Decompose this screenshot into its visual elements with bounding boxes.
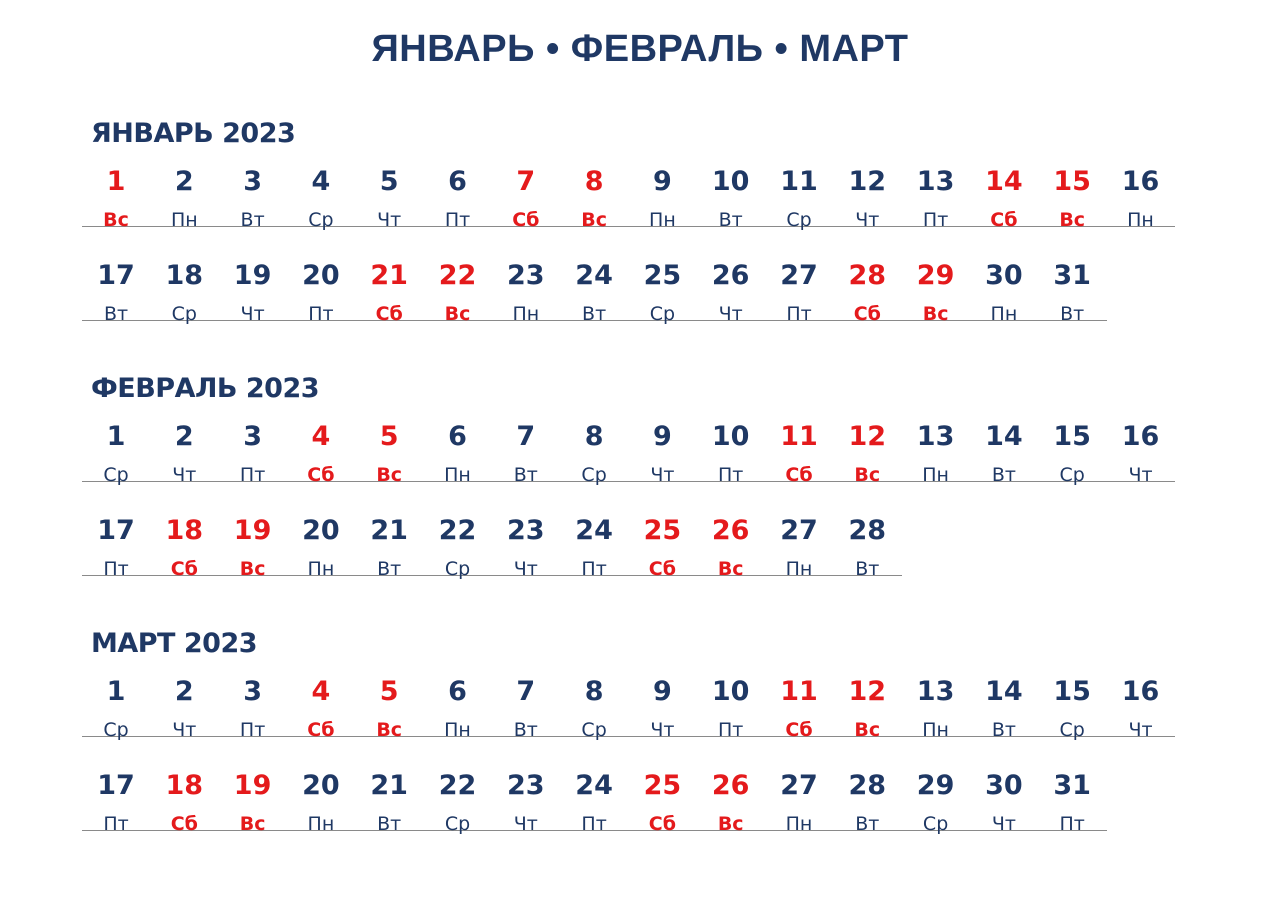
weekday-label: Чт — [1128, 719, 1153, 741]
day-cell — [287, 420, 355, 510]
weekday-label: Вт — [513, 719, 538, 741]
weekday-label: Вс — [717, 813, 744, 835]
weekday-label: Пн — [307, 558, 335, 580]
weekday-label: Ср — [308, 209, 334, 231]
day-number: 18 — [165, 260, 204, 291]
day-number: 9 — [652, 166, 672, 197]
weekday-label: Ср — [444, 813, 471, 835]
day-number: 5 — [379, 676, 399, 707]
day-cell — [492, 675, 560, 765]
day-cell — [150, 165, 218, 255]
weekday-label: Чт — [1128, 464, 1153, 486]
weekday-label: Ср — [1059, 719, 1085, 741]
weekday-label: Вс — [376, 464, 403, 486]
days-row — [82, 514, 902, 604]
day-cell — [765, 420, 833, 510]
day-cell — [219, 165, 287, 255]
weekday-label: Вс — [376, 719, 403, 741]
day-cell — [560, 165, 628, 255]
day-cell — [970, 675, 1038, 765]
day-cell — [1038, 259, 1106, 349]
weekday-label: Вт — [240, 209, 265, 231]
day-cell — [82, 514, 150, 604]
day-cell — [628, 165, 696, 255]
weekday-label: Пн — [444, 464, 471, 486]
day-cell — [492, 165, 560, 255]
weekday-label: Вт — [855, 813, 880, 835]
day-number: 12 — [848, 676, 887, 707]
day-number: 22 — [438, 260, 477, 291]
day-cell — [355, 675, 423, 765]
day-cell — [287, 165, 355, 255]
day-cell — [1107, 675, 1175, 765]
day-cell — [902, 165, 970, 255]
day-number: 13 — [916, 676, 955, 707]
day-number: 9 — [652, 421, 672, 452]
weekday-label: Чт — [377, 209, 402, 231]
weekday-label: Чт — [513, 558, 538, 580]
day-cell — [1038, 769, 1106, 859]
day-cell — [970, 259, 1038, 349]
day-number: 22 — [438, 515, 477, 546]
day-number: 10 — [711, 676, 750, 707]
day-cell — [560, 514, 628, 604]
day-cell — [697, 675, 765, 765]
day-cell — [970, 165, 1038, 255]
weekday-label: Вт — [1060, 303, 1085, 325]
day-number: 17 — [97, 515, 135, 546]
weekday-label: Ср — [581, 719, 607, 741]
day-cell — [287, 259, 355, 349]
day-number: 17 — [97, 260, 135, 291]
day-cell — [424, 165, 492, 255]
weekday-label: Вс — [444, 303, 471, 325]
weekday-label: Пн — [307, 813, 335, 835]
weekday-label: Сб — [648, 813, 676, 835]
day-number: 10 — [711, 421, 750, 452]
day-number: 23 — [507, 770, 545, 801]
day-number: 13 — [916, 421, 955, 452]
day-number: 30 — [985, 260, 1023, 291]
weekday-label: Пт — [718, 719, 744, 741]
day-number: 1 — [106, 676, 126, 707]
day-cell — [287, 514, 355, 604]
day-number: 29 — [916, 770, 955, 801]
day-number: 27 — [780, 260, 818, 291]
day-cell — [765, 259, 833, 349]
weekday-label: Пт — [308, 303, 334, 325]
day-number: 25 — [643, 515, 682, 546]
weekday-label: Сб — [990, 209, 1018, 231]
weekday-label: Пн — [170, 209, 198, 231]
day-number: 24 — [575, 260, 613, 291]
weekday-label: Ср — [922, 813, 949, 835]
day-cell — [902, 420, 970, 510]
day-number: 7 — [516, 676, 536, 707]
day-number: 15 — [1053, 676, 1091, 707]
day-number: 27 — [780, 770, 818, 801]
day-number: 31 — [1053, 260, 1091, 291]
day-number: 23 — [507, 515, 545, 546]
day-number: 26 — [711, 515, 750, 546]
day-cell — [560, 769, 628, 859]
day-number: 5 — [379, 421, 399, 452]
day-number: 3 — [243, 166, 262, 197]
weekday-label: Вс — [581, 209, 607, 231]
day-number: 16 — [1121, 166, 1160, 197]
day-cell — [219, 514, 287, 604]
day-number: 1 — [106, 166, 126, 197]
day-cell — [560, 259, 628, 349]
weekday-label: Ср — [171, 303, 197, 325]
day-cell — [150, 514, 218, 604]
day-cell — [765, 769, 833, 859]
day-cell — [1107, 420, 1175, 510]
day-number: 9 — [652, 676, 672, 707]
weekday-label: Вс — [103, 209, 129, 231]
day-cell — [628, 420, 696, 510]
days-row — [82, 165, 1175, 255]
weekday-label: Вт — [582, 303, 607, 325]
weekday-label: Чт — [718, 303, 743, 325]
day-number: 21 — [370, 515, 408, 546]
weekday-label: Пт — [444, 209, 471, 231]
weekday-label: Вт — [855, 558, 880, 580]
day-cell — [697, 420, 765, 510]
day-number: 25 — [643, 770, 682, 801]
day-number: 8 — [584, 166, 604, 197]
day-number: 20 — [302, 515, 340, 546]
day-cell — [697, 259, 765, 349]
day-number: 28 — [848, 770, 887, 801]
day-cell — [492, 769, 560, 859]
day-cell — [833, 769, 901, 859]
day-number: 6 — [448, 421, 467, 452]
day-number: 26 — [711, 770, 750, 801]
days-row — [82, 259, 1107, 349]
day-cell — [697, 165, 765, 255]
weekday-label: Ср — [786, 209, 812, 231]
day-cell — [424, 675, 492, 765]
day-cell — [765, 514, 833, 604]
weekday-label: Ср — [444, 558, 471, 580]
day-cell — [1038, 420, 1106, 510]
day-cell — [219, 420, 287, 510]
day-cell — [219, 769, 287, 859]
day-number: 19 — [233, 515, 272, 546]
day-cell — [82, 675, 150, 765]
day-number: 28 — [848, 515, 887, 546]
day-number: 19 — [233, 770, 272, 801]
month-title: МАРТ 2023 — [91, 628, 258, 659]
day-number: 26 — [711, 260, 750, 291]
weekday-label: Сб — [785, 464, 813, 486]
day-number: 15 — [1053, 166, 1091, 197]
weekday-label: Ср — [1059, 464, 1085, 486]
weekday-label: Пт — [103, 813, 129, 835]
day-cell — [424, 769, 492, 859]
day-number: 19 — [233, 260, 272, 291]
weekday-label: Пн — [990, 303, 1018, 325]
day-number: 12 — [848, 421, 887, 452]
weekday-label: Пн — [1127, 209, 1154, 231]
month-title: ФЕВРАЛЬ 2023 — [91, 373, 320, 404]
day-cell — [833, 165, 901, 255]
day-cell — [1038, 165, 1106, 255]
day-number: 2 — [174, 166, 194, 197]
weekday-label: Сб — [170, 813, 198, 835]
day-cell — [492, 259, 560, 349]
day-number: 1 — [106, 421, 126, 452]
day-number: 6 — [448, 166, 467, 197]
day-cell — [150, 420, 218, 510]
weekday-label: Пн — [785, 558, 813, 580]
weekday-label: Вс — [854, 719, 881, 741]
day-number: 13 — [916, 166, 955, 197]
day-number: 8 — [584, 421, 604, 452]
day-cell — [150, 259, 218, 349]
weekday-label: Сб — [512, 209, 540, 231]
day-cell — [833, 259, 901, 349]
weekday-label: Пн — [512, 303, 540, 325]
day-cell — [355, 165, 423, 255]
day-number: 11 — [780, 676, 818, 707]
day-number: 15 — [1053, 421, 1091, 452]
day-cell — [424, 514, 492, 604]
day-cell — [219, 675, 287, 765]
weekday-label: Пт — [922, 209, 949, 231]
day-cell — [82, 769, 150, 859]
day-number: 29 — [916, 260, 955, 291]
weekday-label: Вс — [1059, 209, 1086, 231]
weekday-label: Сб — [853, 303, 881, 325]
day-number: 22 — [438, 770, 477, 801]
weekday-label: Пн — [649, 209, 676, 231]
weekday-label: Вт — [377, 813, 402, 835]
day-number: 7 — [516, 166, 536, 197]
days-row — [82, 420, 1175, 510]
weekday-label: Чт — [650, 719, 675, 741]
day-number: 14 — [985, 676, 1023, 707]
day-cell — [1038, 675, 1106, 765]
day-number: 31 — [1053, 770, 1091, 801]
day-number: 17 — [97, 770, 135, 801]
weekday-label: Вт — [377, 558, 402, 580]
weekday-label: Вс — [854, 464, 881, 486]
day-cell — [697, 514, 765, 604]
day-number: 2 — [174, 676, 194, 707]
weekday-label: Пт — [581, 813, 607, 835]
weekday-label: Вт — [718, 209, 743, 231]
weekday-label: Чт — [991, 813, 1016, 835]
day-cell — [219, 259, 287, 349]
weekday-label: Вс — [239, 558, 266, 580]
day-cell — [628, 769, 696, 859]
day-number: 23 — [507, 260, 545, 291]
days-row — [82, 769, 1107, 859]
day-cell — [970, 769, 1038, 859]
day-cell — [355, 769, 423, 859]
weekday-label: Пт — [581, 558, 607, 580]
day-cell — [492, 420, 560, 510]
day-number: 6 — [448, 676, 467, 707]
day-cell — [697, 769, 765, 859]
day-number: 3 — [243, 421, 262, 452]
day-number: 16 — [1121, 676, 1160, 707]
day-cell — [82, 259, 150, 349]
day-number: 14 — [985, 421, 1023, 452]
day-cell — [902, 675, 970, 765]
day-number: 24 — [575, 770, 613, 801]
weekday-label: Чт — [650, 464, 675, 486]
weekday-label: Чт — [172, 464, 197, 486]
day-number: 25 — [643, 260, 682, 291]
weekday-label: Пт — [718, 464, 744, 486]
day-number: 28 — [848, 260, 887, 291]
weekday-label: Ср — [581, 464, 607, 486]
day-cell — [355, 259, 423, 349]
day-number: 7 — [516, 421, 536, 452]
day-cell — [628, 514, 696, 604]
day-number: 14 — [985, 166, 1023, 197]
day-number: 11 — [780, 421, 818, 452]
day-number: 21 — [370, 770, 408, 801]
day-number: 4 — [311, 421, 331, 452]
day-cell — [492, 514, 560, 604]
weekday-label: Чт — [172, 719, 197, 741]
day-number: 20 — [302, 260, 340, 291]
weekday-label: Вс — [239, 813, 266, 835]
weekday-label: Пт — [103, 558, 129, 580]
weekday-label: Сб — [785, 719, 813, 741]
day-number: 2 — [174, 421, 194, 452]
day-number: 20 — [302, 770, 340, 801]
weekday-label: Пт — [786, 303, 812, 325]
day-cell — [355, 420, 423, 510]
weekday-label: Вт — [103, 303, 129, 325]
day-cell — [560, 675, 628, 765]
day-number: 18 — [165, 770, 204, 801]
month-title: ЯНВАРЬ 2023 — [91, 118, 296, 149]
day-number: 11 — [780, 166, 818, 197]
day-number: 21 — [370, 260, 408, 291]
weekday-label: Сб — [307, 719, 335, 741]
weekday-label: Вс — [717, 558, 744, 580]
days-row — [82, 675, 1175, 765]
day-number: 12 — [848, 166, 887, 197]
weekday-label: Ср — [103, 464, 129, 486]
day-cell — [1107, 165, 1175, 255]
day-number: 18 — [165, 515, 204, 546]
weekday-label: Вс — [922, 303, 949, 325]
day-number: 4 — [311, 166, 331, 197]
day-cell — [82, 420, 150, 510]
day-number: 8 — [584, 676, 604, 707]
weekday-label: Сб — [648, 558, 676, 580]
day-cell — [355, 514, 423, 604]
weekday-label: Вт — [991, 719, 1016, 741]
weekday-label: Сб — [170, 558, 198, 580]
weekday-label: Сб — [307, 464, 335, 486]
day-cell — [150, 769, 218, 859]
weekday-label: Ср — [649, 303, 676, 325]
day-cell — [424, 420, 492, 510]
day-number: 10 — [711, 166, 750, 197]
weekday-label: Сб — [375, 303, 403, 325]
day-cell — [628, 675, 696, 765]
day-cell — [833, 675, 901, 765]
weekday-label: Ср — [103, 719, 129, 741]
weekday-label: Чт — [513, 813, 538, 835]
day-number: 27 — [780, 515, 818, 546]
weekday-label: Пт — [1059, 813, 1085, 835]
day-number: 24 — [575, 515, 613, 546]
day-number: 30 — [985, 770, 1023, 801]
day-number: 3 — [243, 676, 262, 707]
weekday-label: Пн — [444, 719, 471, 741]
day-cell — [902, 769, 970, 859]
day-cell — [150, 675, 218, 765]
day-cell — [902, 259, 970, 349]
day-number: 5 — [379, 166, 399, 197]
day-cell — [765, 675, 833, 765]
day-cell — [560, 420, 628, 510]
weekday-label: Пт — [239, 719, 266, 741]
weekday-label: Чт — [240, 303, 265, 325]
page-title: ЯНВАРЬ • ФЕВРАЛЬ • МАРТ — [371, 28, 909, 70]
weekday-label: Пт — [239, 464, 266, 486]
day-cell — [287, 769, 355, 859]
day-cell — [970, 420, 1038, 510]
day-number: 16 — [1121, 421, 1160, 452]
day-number: 4 — [311, 676, 331, 707]
weekday-label: Вт — [991, 464, 1016, 486]
day-cell — [833, 514, 901, 604]
weekday-label: Чт — [855, 209, 880, 231]
weekday-label: Пн — [922, 719, 949, 741]
day-cell — [424, 259, 492, 349]
day-cell — [833, 420, 901, 510]
weekday-label: Вт — [513, 464, 538, 486]
weekday-label: Пн — [785, 813, 813, 835]
day-cell — [82, 165, 150, 255]
day-cell — [765, 165, 833, 255]
weekday-label: Пн — [922, 464, 949, 486]
day-cell — [628, 259, 696, 349]
day-cell — [287, 675, 355, 765]
